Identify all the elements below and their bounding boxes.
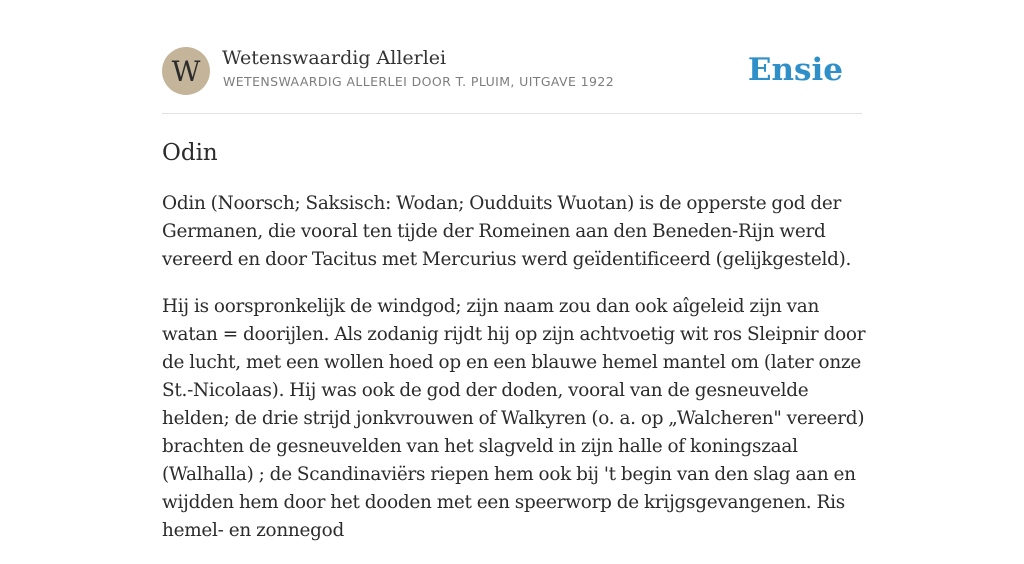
article-body	[162, 190, 868, 564]
source-header	[162, 46, 862, 96]
ensie-logo-link[interactable]: Ensie	[747, 52, 843, 88]
source-title[interactable]: Wetenswaardig Allerlei	[222, 47, 447, 69]
article-title: Odin	[162, 140, 218, 166]
article-paragraph-1: Odin (Noorsch; Saksisch: Wodan; Oudduits Wuotan) is de opperste god der Germanen, die vooral ten tijde der Romeinen aan den Beneden-Rijn werd vereerd en door Tacitus met Mercurius werd geïdentificeerd (gelijkgesteld).	[162, 193, 852, 270]
article-paragraph-2: Hij is oorspronkelijk de windgod; zijn naam zou dan ook aîgeleid zijn van watan = doorijlen. Als zodanig rijdt hij op zijn achtvoetig wit ros Sleipnir door de lucht, met een wollen hoed op en een blauwe hemel mantel om (later onze St.-Nicolaas). Hij was ook de god der doden, vooral van de gesneuvelde helden; de drie strijd jonkvrouwen of Walkyren (o. a. op „Walcheren" vereerd) brachten de gesneuvelden van het slagveld in zijn halle of koningszaal (Walhalla) ; de Scandinaviërs riepen hem ook bij 't begin van den slag aan en wijdden hem door het dooden met een speerworp de krijgsgevangenen. Ris hemel- en zonnegod	[162, 296, 866, 541]
source-avatar[interactable]: W	[162, 47, 210, 95]
header-divider	[162, 113, 862, 114]
source-subtitle: WETENSWAARDIG ALLERLEI DOOR T. PLUIM, UITGAVE 1922	[223, 74, 615, 89]
